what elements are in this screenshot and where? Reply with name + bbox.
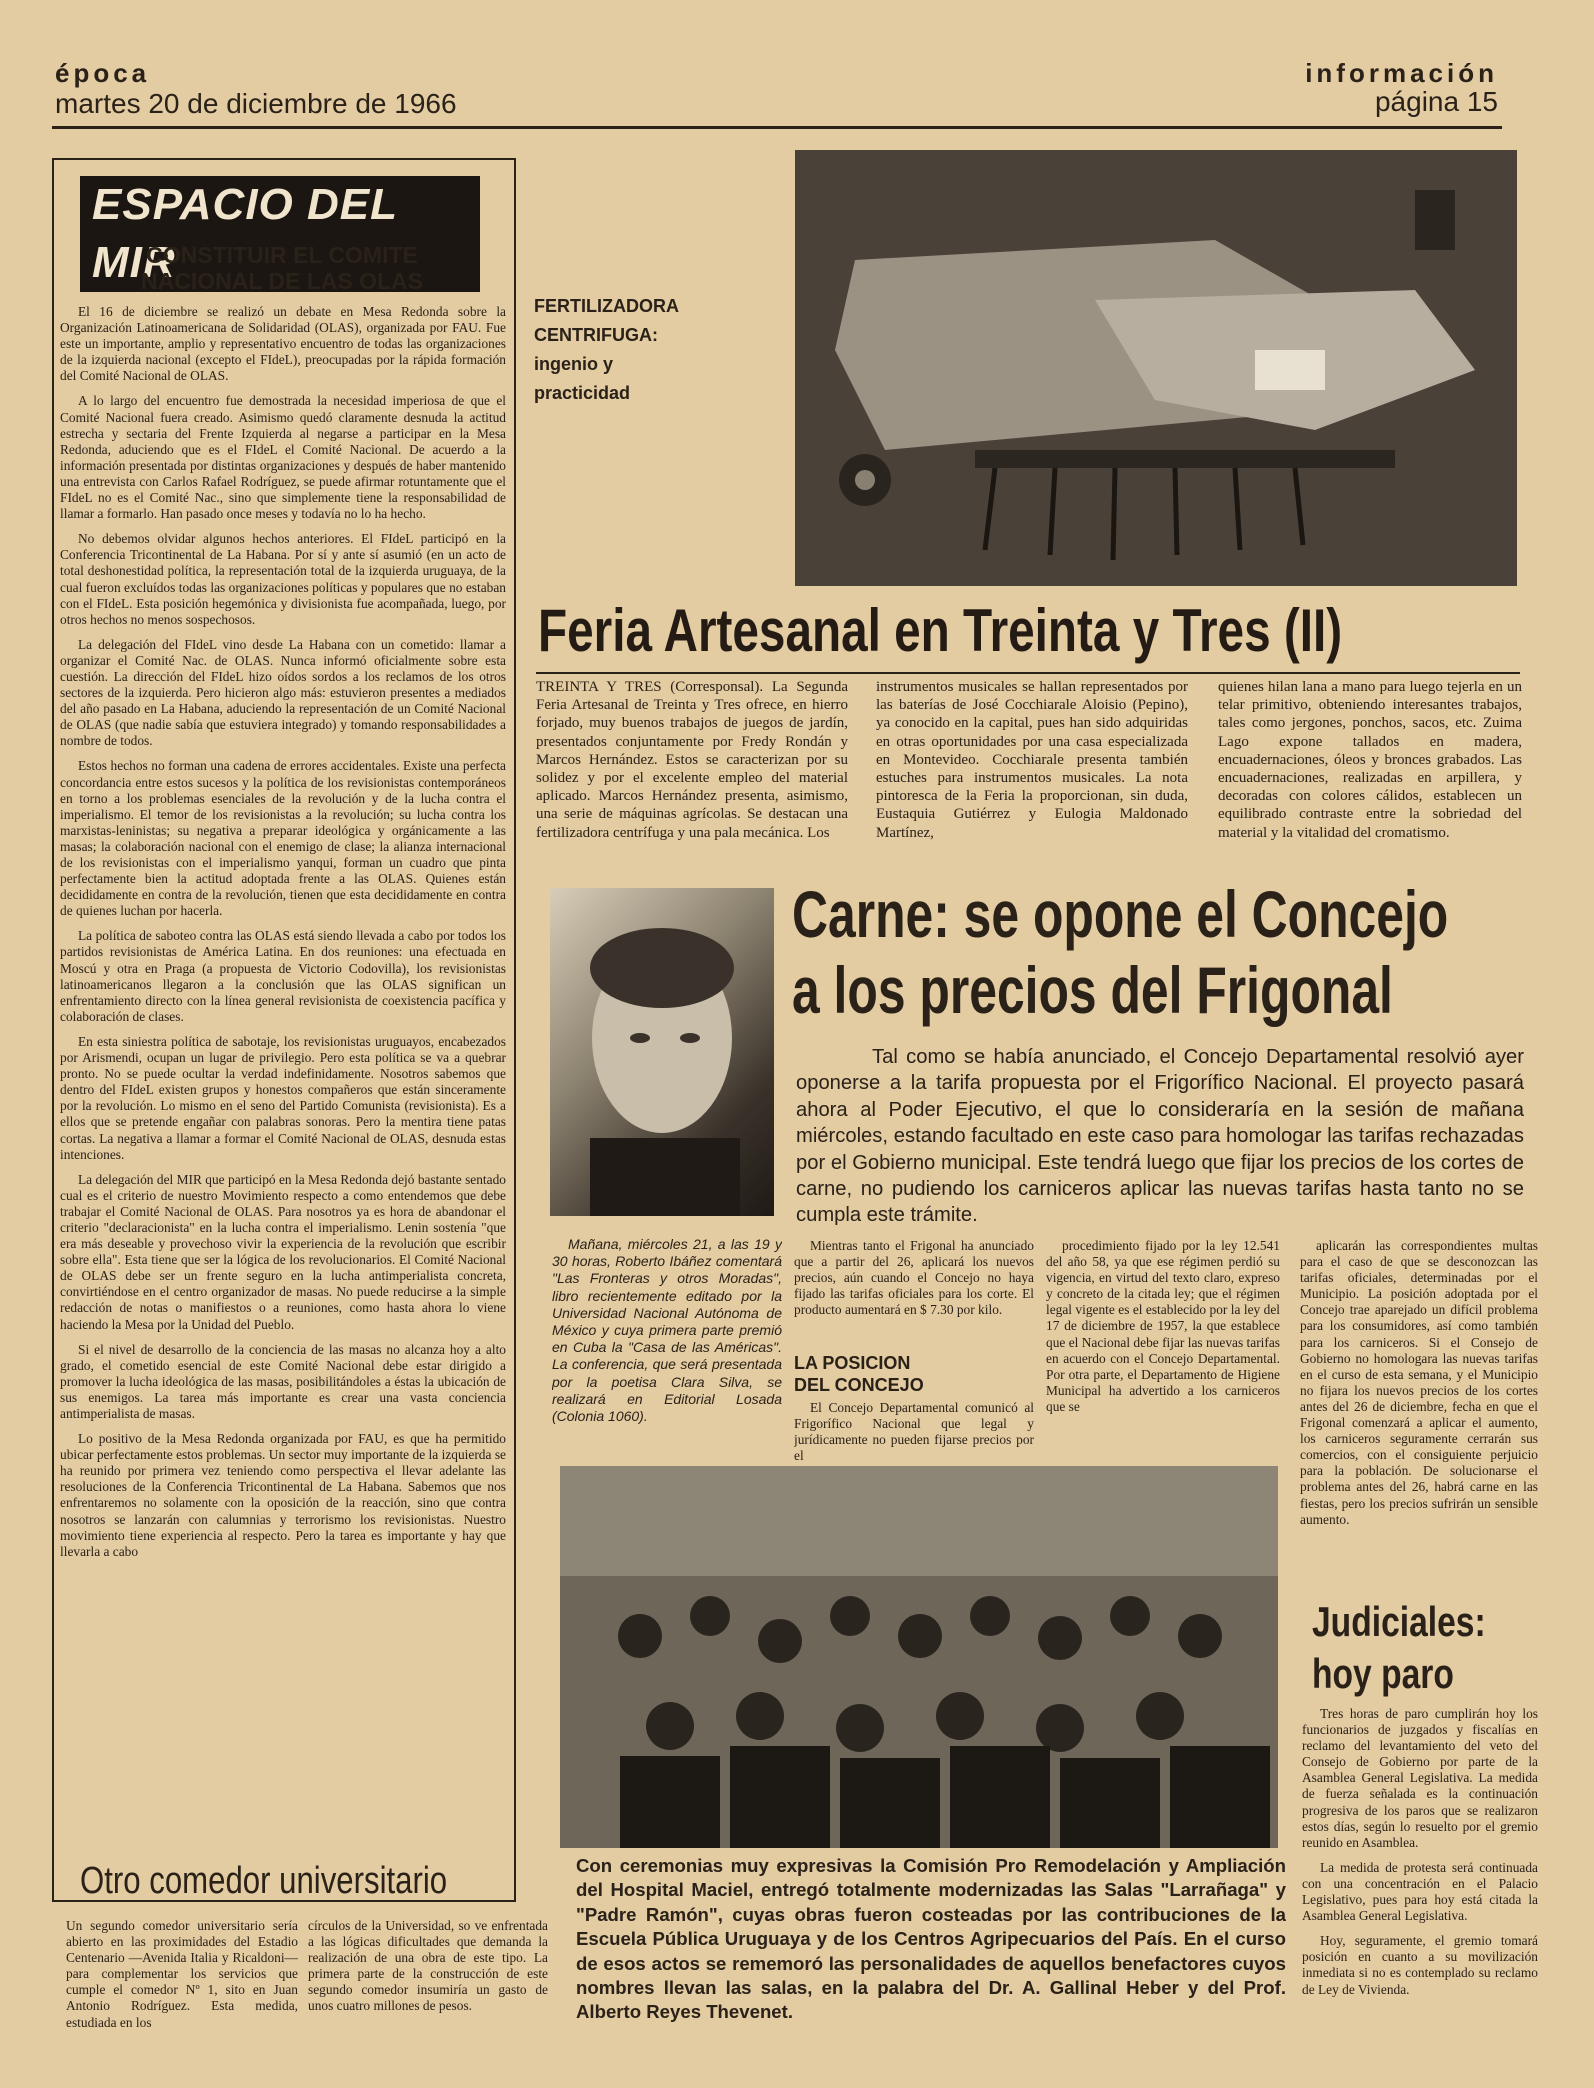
judiciales-headline	[1312, 1596, 1486, 1700]
mir-article-body	[60, 304, 506, 1894]
feria-col3: quienes hilan lana a mano para luego tejerla en un telar primitivo, obteniendo interesantes trabajos, tales como jergones, ponchos, sacos, etc. Zuima Lago expone tallados en madera, encuadernaciones, óleos y bronces grabados. Las encuadernaciones, realizadas en arpillera, y decoradas con colores cálidos, establecen un equilibrado contraste entre la sobriedad del material y la vitalidad del cromatismo.	[1218, 679, 1522, 841]
caption-line: FERTILIZADORA	[534, 296, 679, 316]
fertilizer-machine-illustration	[795, 150, 1517, 586]
feria-headline: Feria Artesanal en Treinta y Tres (II)	[538, 597, 1343, 664]
carne-col2: procedimiento fijado por la ley 12.541 del año 58, ya que ese régimen perdió su vigencia, en virtud del texto claro, expreso y concreto de la citada ley; que el régimen legal vigente es el establecido por la ley del 17 de diciembre de 1957, la que establece que el Nacional debe fijar las nuevas tarifas en acuerdo con el Concejo Departamental. Por otra parte, el Departamento de Higiene Municipal ha advertido a los carniceros que se	[1046, 1238, 1280, 1414]
feria-col2: instrumentos musicales se hallan representados por las baterías de José Cocchiarale Aloisio (Pepino), ya conocido en la capital, pues han sido adquiridas en otras oportunidades por una casa especializada en Montevideo. Cocchiarale presenta también estuches para instrumentos musicales. La nota pintoresca de la Feria la proporcionan, sin duda, Eustaquia Gutiérrez y Eulogia Maldonado Martínez,	[876, 679, 1188, 841]
carne-lead: Tal como se había anunciado, el Concejo Departamental resolvió ayer oponerse a la tarifa propuesta por el Frigorífico Nacional. El proyecto pasará ahora al Poder Ejecutivo, el que lo consideraría en la sesión de mañana miércoles, estando facultado en este caso para homologar las tarifas rechazadas por el Gobierno municipal. Este tendrá luego que fijar los precios de los cortes de carne, no pudiendo los carniceros aplicar las nuevas tarifas hasta tanto no se cumpla este trámite.	[796, 1046, 1524, 1227]
mir-paragraph: El 16 de diciembre se realizó un debate en Mesa Redonda sobre la Organización Latinoamericana de Solidaridad (OLAS), organizada por FAU. Fue este un importante, amplio y representativo encuentro de todas las organizaciones de la izquierda nacional (excepto el FIdeL), preocupadas por la rápida formación del Comité Nacional de OLAS.	[60, 304, 506, 384]
fertilizadora-caption	[534, 292, 679, 408]
carne-headline-line1: Carne: se opone el Concejo	[792, 877, 1449, 951]
carne-col3: aplicarán las correspondientes multas para el caso de que se desconozcan las tarifas oficiales, determinadas por el Municipio. La posición adoptada por el Concejo trae aparejado un difícil problema para los consumidores, así como también para los carniceros. Si el Consejo de Gobierno no homologara las nuevas tarifas en el curso de esta semana, y el Municipio no fijara los nuevos precios de los cortes antes del 26 de diciembre, fecha en que el Frigonal comenzará a aplicar el aumento, los carniceros seguramente cerrarán sus comercios, con el consiguiente perjuicio para la población. De solucionarse el problema antes del 26, habrá carne en las fiestas, pero los precios sufrirán un sensible aumento.	[1300, 1238, 1538, 1527]
carne-subhead	[794, 1352, 1034, 1396]
mir-paragraph: La política de saboteo contra las OLAS está siendo llevada a cabo por todos los partidos revisionistas de América Latina. En dos reuniones: una efectuada en Moscú y otra en Praga (a propuesta de Victorio Codovilla), los revisionistas latinoamericanos llegaron a la conclusión que las OLAS significan un enfrentamiento directo con la línea general revisionista de coexistencia pacífica y colaboración de clases.	[60, 928, 506, 1024]
carne-col1	[794, 1238, 1034, 1464]
mir-paragraph: En esta siniestra política de sabotaje, los revisionistas uruguayos, encabezados por Arismendi, ocupan un lugar de privilegio. Pero esta política se va a quebrar pronto. No se puede ocultar la verdad indefinidamente. Nosotros sabemos que dentro del FIdeL existen grupos y honestos compañeros que están sinceramente por la revolución. Lo mismo en el seno del Partido Comunista (revisionista). Es a ellos que se pretende engañar con palabras sonoras. Pero la mentira tiene patas cortas. La negativa a llamar a formar el Comité Nacional de OLAS, desnuda estas intenciones.	[60, 1033, 506, 1162]
portrait-caption: Mañana, miércoles 21, a las 19 y 30 horas, Roberto Ibáñez comentará "Las Fronteras y otros Moradas", libro recientemente editado por la Universidad Nacional Autónoma de México y cuya primera parte premió en Cuba la "Casa de las Américas". La conferencia, que será presentada por la poetisa Clara Silva, se realizará en Editorial Losada (Colonia 1060).	[552, 1236, 782, 1425]
comedor-col1: Un segundo comedor universitario sería abierto en las proximidades del Estadio Centenario —Avenida Italia y Ricaldoni— para complementar los servicios que cumple el comedor Nº 1, sito en Juan Antonio Rodríguez. Esta medida, estudiada en los	[66, 1918, 298, 2030]
carne-col1-text: Mientras tanto el Frigonal ha anunciado que a partir del 26, aplicará los nuevos precios, aún cuando el Concejo no haya fijado las tarifas oficiales para los corte. El producto aumentará en $ 7.30 por kilo.	[794, 1238, 1034, 1318]
judiciales-paragraph: Hoy, seguramente, el gremio tomará posición en cuanto a su movilización inmediata si no es contemplado su reclamo de Ley de Vivienda.	[1302, 1933, 1538, 1997]
carne-subhead-line1: LA POSICION	[794, 1353, 911, 1373]
portrait-illustration	[550, 888, 774, 1216]
mir-title-line1: CONSTITUIR EL COMITE	[146, 242, 418, 268]
header-rule	[52, 126, 1502, 129]
mir-paragraph: Lo positivo de la Mesa Redonda organizada por FAU, es que ha permitido ubicar perfectamente estos problemas. Un sector muy importante de la izquierda se ha reunido por primera vez teniendo como perspectiva el llevar adelante las resoluciones de la Conferencia Tricontinental de La Habana. Sabemos que nos enfrentaremos no solamente con la oposición de la reacción, sino que contra nosotros se lanzarán con calumnias y terrorismo los revisionistas. Nuestro movimiento tiene experiencia al respecto. Pero la tarea es importante y hay que llevarla a cabo	[60, 1431, 506, 1559]
carne-headline	[792, 876, 1448, 1028]
judiciales-paragraph: Tres horas de paro cumplirán hoy los funcionarios de juzgados y fiscalías en reclamo del levantamiento del veto del Consejo de Gobierno por parte de la Asamblea General Legislativa. La medida de fuerza señalada es la continuación progresiva de los paros que se realizaron estos días, según lo resuelto por el gremio reunido en Asamblea.	[1302, 1706, 1538, 1850]
mir-paragraph: La delegación del FIdeL vino desde La Habana con un cometido: llamar a organizar el Comité Nac. de OLAS. Nunca informó oficialmente sobre esta cuestión. La dirección del FIdeL hizo oídos sordos a los reclamos de los otros sectores de la izquierda. Pero hicieron algo más: estuvieron presentes a mediados del año pasado en La Habana, aduciendo la representación de un Comité Nacional de OLAS (que nadie sabía que estuviera integrado) y tomando responsabilidades a nombre de todos.	[60, 636, 506, 749]
feria-rule	[536, 672, 1520, 674]
mir-paragraph: La delegación del MIR que participó en la Mesa Redonda dejó bastante sentado cual es el criterio de nuestro Movimiento respecto a como entendemos que debe trabajar el Comité Nacional de OLAS. Para nosotros ya es hora de abandonar el criterio "declaracionista" en la lucha contra el imperialismo. Lenin sostenía "que era más deseable y provechoso vivir la experiencia de la revolución que escribir sobre ella". Esta tiene que ser la lógica de los revolucionarios. El Comité Nacional de OLAS debe ser un frente seguro en la lucha antimperialista concreta, convirtiéndose en el centro organizador de masas. No puede reducirse a la simple redacción de notas o manifiestos o a reuniones, como hasta ahora lo viene haciendo la Mesa por la Unidad del Pueblo.	[60, 1171, 506, 1332]
portrait-photo	[550, 888, 774, 1216]
judiciales-headline-line1: Judiciales:	[1312, 1598, 1486, 1645]
page-number: página 15	[1374, 86, 1498, 117]
newspaper-name: época	[55, 58, 151, 88]
mir-title-line2: NACIONAL DE LAS OLAS	[141, 268, 423, 294]
issue-date: martes 20 de diciembre de 1966	[55, 88, 457, 119]
mir-paragraph: Si el nivel de desarrollo de la conciencia de las masas no alcanza hoy a alto grado, el cometido esencial de este Comité Nacional debe estar dirigido a promover la lucha ideológica de las masas, posibilitándoles a éstas la ubicación de sus enemigos. La tarea más importante es crear una vasta conciencia antimperialista de masas.	[60, 1341, 506, 1421]
judiciales-headline-line2: hoy paro	[1312, 1650, 1454, 1697]
mir-paragraph: Estos hechos no forman una cadena de errores accidentales. Existe una perfecta concordancia entre estos sucesos y la política de los revisionistas contemporáneos en torno a los problemas esenciales de la revolución y de la lucha contra el imperialismo. El temor de los revisionistas a la revolución; su lucha contra los marxistas-leninistas; su negativa a preparar ideológica y orgánicamente a las masas; la colaboración nacional con el enemigo de clase; la alianza internacional de los revisionistas con el imperialismo yanqui, forman un cuadro que pinta perfectamente bien la actitud adoptada frente a las OLAS. Quienes están decididamente en contra de la revolución, tienen que esta decididamente en contra de quienes luchan por hacerla.	[60, 758, 506, 919]
judiciales-paragraph: La medida de protesta será continuada con una concentración en el Palacio Legislativo, pues para hoy está citada la Asamblea General Legislativa.	[1302, 1859, 1538, 1924]
caption-line: CENTRIFUGA:	[534, 325, 658, 345]
feria-col1: TREINTA Y TRES (Corresponsal). La Segunda Feria Artesanal de Treinta y Tres ofrece, en hierro forjado, muy buenos trabajos de juegos de jardín, presentados conjuntamente por Fredy Rondán y Marcos Hernández. Estos se caracterizan por su solidez y por el excelente empleo del material aplicado. Marcos Hernández presenta, asimismo, una serie de máquinas agrícolas. Se destacan una fertilizadora centrífuga y una pala mecánica. Los	[536, 679, 848, 841]
section-name: información	[1305, 58, 1498, 88]
hospital-caption: Con ceremonias muy expresivas la Comisión Pro Remodelación y Ampliación del Hospital Maciel, entregó totalmente modernizadas las Salas "Larrañaga" y "Padre Ramón", cuyas obras fueron costeadas por las contribuciones de la Escuela Pública Uruguaya y de los Centros Agripecuarios del País. En el curso de esos actos se rememoró las personalidades de aquellos benefactores cuyos nombres llevan las salas, en la palabra del Dr. A. Gallinal Heber y del Prof. Alberto Reyes Thevenet.	[576, 1855, 1286, 2023]
hospital-ceremony-photo	[560, 1466, 1278, 1848]
carne-subhead-line2: DEL CONCEJO	[794, 1375, 924, 1395]
mir-paragraph: A lo largo del encuentro fue demostrada la necesidad imperiosa de que el Comité Nacional fuera creado. Asimismo quedó claramente desnuda la actitud estrecha y sectaria del Frente Izquierda al negarse a participar en la Mesa Redonda, aduciendo que es el FIdeL el Comité Nacional. De acuerdo a la información presentada por distintas organizaciones y después de haber mantenido una entrevista con Carlos Rafael Rodríguez, se puede afirmar rotuntamente que el FIdeL no es el Comité Nac., sino que simplemente tiene la responsabilidad de llamar a formarlo. Han pasado once meses y todavía no lo ha hecho.	[60, 393, 506, 522]
judiciales-body	[1302, 1706, 1538, 2076]
mir-title	[60, 242, 504, 294]
carne-headline-line2: a los precios del Frigonal	[792, 953, 1393, 1027]
caption-line: practicidad	[534, 383, 631, 403]
carne-col1-text-b: El Concejo Departamental comunicó al Frigorífico Nacional que legal y jurídicamente no pueden fijarse precios por el	[794, 1400, 1034, 1464]
mir-badge: ESPACIO DEL MIR	[80, 176, 480, 292]
fertilizer-machine-photo	[795, 150, 1517, 586]
ceremony-crowd-illustration	[560, 1466, 1278, 1848]
comedor-headline: Otro comedor universitario	[80, 1860, 448, 1902]
comedor-col2: círculos de la Universidad, so ve enfrentada a las lógicas dificultades que demanda la realización de una obra de este tipo. La primera parte de la construcción de este segundo comedor insumiría un gasto de unos cuatro millones de pesos.	[308, 1918, 548, 2014]
mir-paragraph: No debemos olvidar algunos hechos anteriores. El FIdeL participó en la Conferencia Tricontinental de La Habana. Por sí y ante sí asumió (en un acto de total deshonestidad política, la representación total de la izquierda uruguaya, de la cual fueron excluídos todas las organizaciones políticas y populares que no estaban con el FIdeL. Esta posición hegemónica y divisionista fue acompañada, luego, por otros hechos no menos sospechosos.	[60, 531, 506, 627]
caption-line: ingenio y	[534, 354, 614, 374]
